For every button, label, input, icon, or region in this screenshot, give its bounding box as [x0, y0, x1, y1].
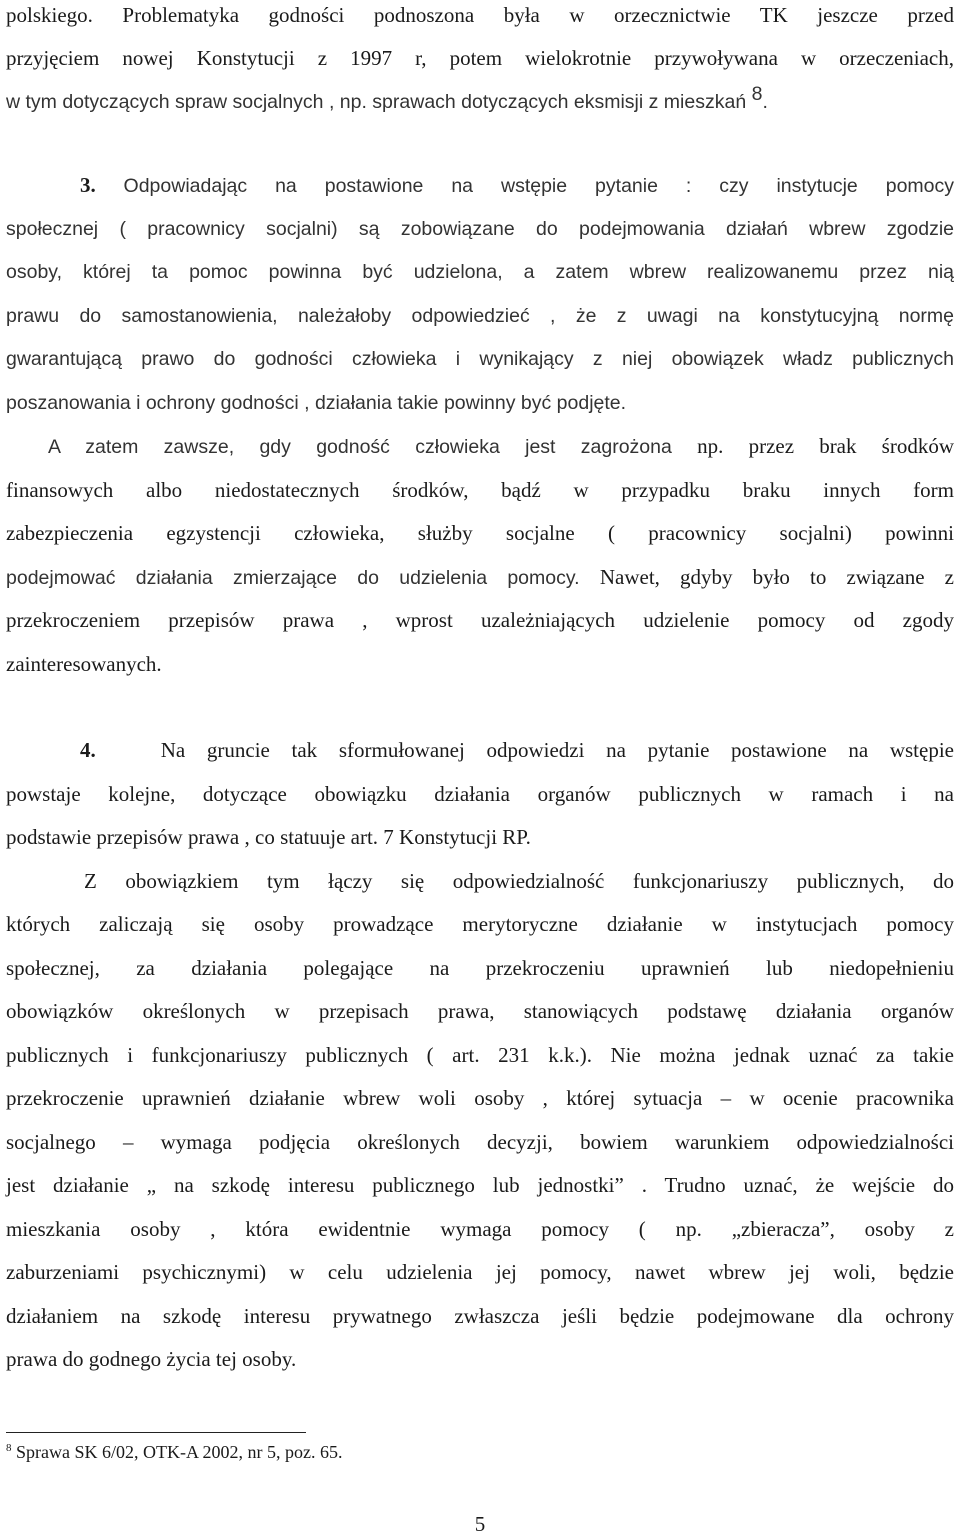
footnote-reference: 8	[751, 83, 763, 105]
intro-line-3	[6, 83, 768, 115]
footnote-separator	[6, 1432, 306, 1433]
section-3-number: 3.	[80, 173, 96, 197]
paragraph-5-line-1: Z obowiązkiem tym łączy się odpowiedzialność funkcjonariuszy publicznych, do	[84, 869, 954, 893]
section-3-line-10-a: podejmować działania zmierzające do udzielenia pomocy.	[6, 567, 600, 589]
paragraph-5-line-11: działaniem na szkodę interesu prywatnego zwłaszcza jeśli będzie podejmowane dla ochrony	[6, 1304, 954, 1328]
section-3-line-7	[48, 433, 954, 460]
section-3-line-10-b: Nawet, gdyby było to związane z	[599, 565, 954, 589]
section-3-line-6: poszanowania i ochrony godności , działania takie powinny być podjęte.	[6, 392, 627, 414]
intro-line-2: przyjęciem nowej Konstytucji z 1997 r, potem wielokrotnie przywoływana w orzeczeniach,	[6, 46, 954, 70]
intro-line-3-text: w tym dotyczących spraw socjalnych , np. sprawach dotyczących eksmisji z mieszkań	[6, 91, 752, 113]
footnote-marker: 8	[6, 1442, 12, 1454]
section-3-line-3: osoby, której ta pomoc powinna być udzielona, a zatem wbrew realizowanemu przez nią	[6, 261, 954, 283]
paragraph-5-line-10: zaburzeniami psychicznymi) w celu udzielenia jej pomocy, nawet wbrew jej woli, będzie	[6, 1260, 954, 1284]
section-3-line-8: finansowych albo niedostatecznych środków, bądź w przypadku braku innych form	[6, 478, 954, 502]
section-3-line-1-text: Odpowiadając na postawione na wstępie pytanie : czy instytucje pomocy	[123, 175, 954, 197]
section-3-line-12: zainteresowanych.	[6, 652, 162, 676]
section-3-line-7-b: np. przez brak środków	[697, 434, 954, 458]
paragraph-5-line-6: przekroczenie uprawnień działanie wbrew woli osoby , której sytuacja – w ocenie pracownika	[6, 1086, 954, 1110]
section-3-line-11: przekroczeniem przepisów prawa , wprost uzależniających udzielenie pomocy od zgody	[6, 608, 954, 632]
section-3-line-5: gwarantującą prawo do godności człowieka i wynikający z niej obowiązek władz publicznych	[6, 348, 954, 370]
footnote-text: Sprawa SK 6/02, OTK-A 2002, nr 5, poz. 65.	[11, 1442, 343, 1462]
paragraph-5-line-5: publicznych i funkcjonariuszy publicznych ( art. 231 k.k.). Nie można jednak uznać za takie	[6, 1043, 954, 1067]
section-4-line-1	[80, 737, 954, 763]
paragraph-5-line-7: socjalnego – wymaga podjęcia określonych decyzji, bowiem warunkiem odpowiedzialności	[6, 1130, 954, 1154]
paragraph-5-line-2: których zaliczają się osoby prowadzące merytoryczne działanie w instytucjach pomocy	[6, 912, 954, 936]
section-4-number: 4.	[80, 738, 96, 762]
paragraph-5-line-9: mieszkania osoby , która ewidentnie wymaga pomocy ( np. „zbieracza”, osoby z	[6, 1217, 954, 1241]
intro-line-1: polskiego. Problematyka godności podnoszona była w orzecznictwie TK jeszcze przed	[6, 3, 954, 27]
section-3-line-7-a: A zatem zawsze, gdy godność człowieka jest zagrożona	[48, 436, 698, 458]
section-4-line-1-text: Na gruncie tak sformułowanej odpowiedzi na pytanie postawione na wstępie	[160, 738, 954, 762]
section-3-line-1	[80, 172, 954, 199]
section-3-line-2: społecznej ( pracownicy socjalni) są zobowiązane do podejmowania działań wbrew zgodzie	[6, 218, 954, 240]
section-4-line-2: powstaje kolejne, dotyczące obowiązku działania organów publicznych w ramach i na	[6, 782, 954, 806]
section-3-line-9: zabezpieczenia egzystencji człowieka, służby socjalne ( pracownicy socjalni) powinni	[6, 521, 954, 545]
paragraph-5-line-12: prawa do godnego życia tej osoby.	[6, 1347, 297, 1371]
paragraph-5-line-3: społecznej, za działania polegające na przekroczeniu uprawnień lub niedopełnieniu	[6, 956, 954, 980]
section-3-line-10	[6, 564, 954, 591]
intro-line-3-end: .	[762, 91, 768, 113]
section-3-line-4: prawu do samostanowienia, należałoby odpowiedzieć , że z uwagi na konstytucyjną normę	[6, 305, 954, 327]
footnote	[6, 1440, 342, 1464]
paragraph-5-line-8: jest działanie „ na szkodę interesu publicznego lub jednostki” . Trudno uznać, że wejście do	[6, 1173, 954, 1197]
paragraph-5-line-4: obowiązków określonych w przepisach prawa, stanowiących podstawę działania organów	[6, 999, 954, 1023]
section-4-line-3: podstawie przepisów prawa , co statuuje art. 7 Konstytucji RP.	[6, 825, 531, 849]
page-number: 5	[474, 1512, 486, 1536]
